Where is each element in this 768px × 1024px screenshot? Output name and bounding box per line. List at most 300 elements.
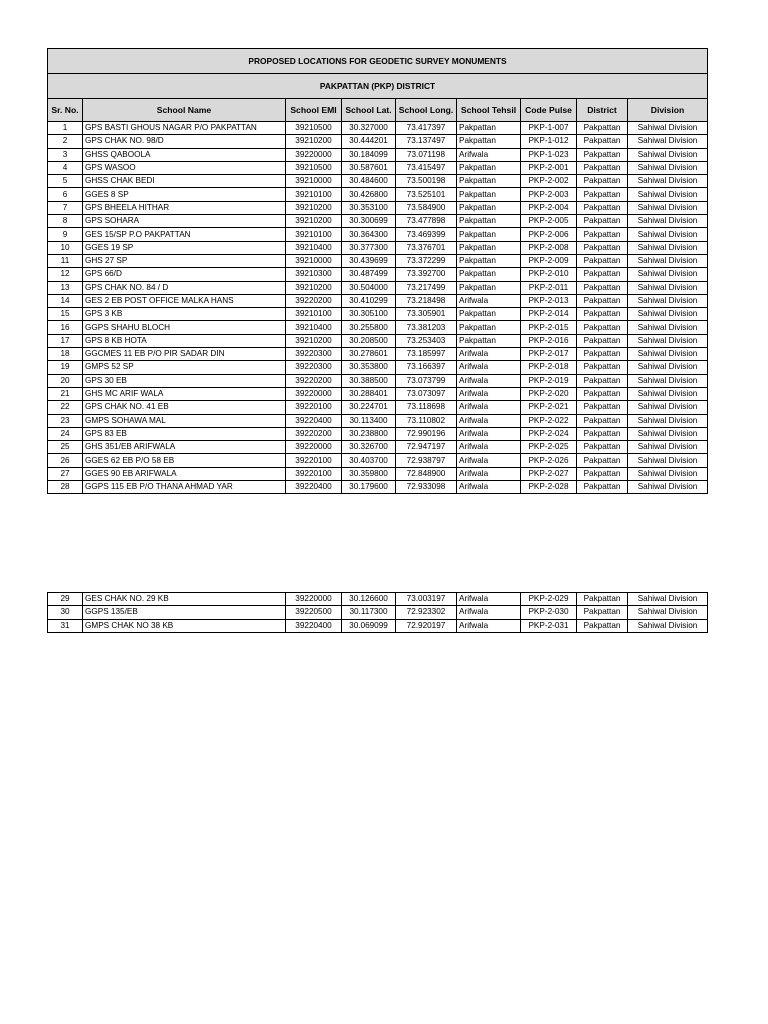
school-long-cell: 73.073097: [396, 387, 457, 400]
sr-no-cell: 23: [48, 414, 83, 427]
school-name-cell: GES CHAK NO. 29 KB: [83, 593, 286, 606]
code-pulse-cell: PKP-2-013: [521, 294, 577, 307]
district-cell: Pakpattan: [577, 441, 628, 454]
sr-no-cell: 5: [48, 175, 83, 188]
code-pulse-cell: PKP-2-029: [521, 593, 577, 606]
sr-no-cell: 15: [48, 308, 83, 321]
school-long-cell: 73.110802: [396, 414, 457, 427]
sr-no-cell: 29: [48, 593, 83, 606]
school-long-cell: 73.376701: [396, 241, 457, 254]
school-name-cell: GPS CHAK NO. 41 EB: [83, 401, 286, 414]
school-emi-cell: 39210100: [286, 308, 342, 321]
school-long-cell: 72.923302: [396, 606, 457, 619]
school-tehsil-cell: Pakpattan: [457, 201, 521, 214]
district-cell: Pakpattan: [577, 161, 628, 174]
code-pulse-cell: PKP-2-006: [521, 228, 577, 241]
division-cell: Sahiwal Division: [628, 467, 708, 480]
district-cell: Pakpattan: [577, 281, 628, 294]
school-tehsil-cell: Arifwala: [457, 606, 521, 619]
school-emi-cell: 39210000: [286, 254, 342, 267]
sr-no-cell: 31: [48, 619, 83, 632]
table-row: [48, 321, 708, 334]
school-long-cell: 73.166397: [396, 361, 457, 374]
school-tehsil-cell: Pakpattan: [457, 281, 521, 294]
table-row: [48, 593, 708, 606]
code-pulse-cell: PKP-2-010: [521, 268, 577, 281]
school-tehsil-cell: Pakpattan: [457, 268, 521, 281]
school-name-cell: GMPS CHAK NO 38 KB: [83, 619, 286, 632]
school-name-cell: GGES 62 EB P/O 58 EB: [83, 454, 286, 467]
school-name-cell: GPS CHAK NO. 84 / D: [83, 281, 286, 294]
school-tehsil-cell: Pakpattan: [457, 334, 521, 347]
school-name-cell: GES 15/SP P.O PAKPATTAN: [83, 228, 286, 241]
school-lat-cell: 30.224701: [342, 401, 396, 414]
school-emi-cell: 39220200: [286, 374, 342, 387]
school-lat-cell: 30.255800: [342, 321, 396, 334]
district-cell: Pakpattan: [577, 175, 628, 188]
district-cell: Pakpattan: [577, 593, 628, 606]
district-cell: Pakpattan: [577, 348, 628, 361]
division-cell: Sahiwal Division: [628, 308, 708, 321]
sr-no-cell: 14: [48, 294, 83, 307]
table-row: [48, 148, 708, 161]
school-lat-cell: 30.504000: [342, 281, 396, 294]
sr-no-cell: 20: [48, 374, 83, 387]
school-name-cell: GHS MC ARIF WALA: [83, 387, 286, 400]
school-long-cell: 72.990196: [396, 427, 457, 440]
code-pulse-cell: PKP-2-003: [521, 188, 577, 201]
division-cell: Sahiwal Division: [628, 254, 708, 267]
school-long-cell: 73.305901: [396, 308, 457, 321]
school-lat-cell: 30.487499: [342, 268, 396, 281]
district-cell: Pakpattan: [577, 308, 628, 321]
sr-no-cell: 2: [48, 135, 83, 148]
district-title: PAKPATTAN (PKP) DISTRICT: [48, 74, 708, 99]
sr-no-cell: 6: [48, 188, 83, 201]
school-tehsil-cell: Arifwala: [457, 619, 521, 632]
school-name-cell: GMPS SOHAWA MAL: [83, 414, 286, 427]
school-lat-cell: 30.113400: [342, 414, 396, 427]
sr-no-cell: 16: [48, 321, 83, 334]
division-cell: Sahiwal Division: [628, 441, 708, 454]
table-row: [48, 441, 708, 454]
school-lat-cell: 30.300699: [342, 215, 396, 228]
school-emi-cell: 39220300: [286, 348, 342, 361]
school-lat-cell: 30.238800: [342, 427, 396, 440]
division-cell: Sahiwal Division: [628, 122, 708, 135]
school-long-cell: 73.071198: [396, 148, 457, 161]
district-cell: Pakpattan: [577, 148, 628, 161]
school-name-cell: GGPS 135/EB: [83, 606, 286, 619]
sr-no-cell: 22: [48, 401, 83, 414]
school-name-cell: GPS BHEELA HITHAR: [83, 201, 286, 214]
table-row: [48, 454, 708, 467]
division-cell: Sahiwal Division: [628, 348, 708, 361]
school-tehsil-cell: Arifwala: [457, 414, 521, 427]
school-lat-cell: 30.410299: [342, 294, 396, 307]
table-row: [48, 175, 708, 188]
sr-no-cell: 27: [48, 467, 83, 480]
division-cell: Sahiwal Division: [628, 188, 708, 201]
district-cell: Pakpattan: [577, 361, 628, 374]
sr-no-cell: 3: [48, 148, 83, 161]
division-cell: Sahiwal Division: [628, 161, 708, 174]
school-emi-cell: 39210100: [286, 188, 342, 201]
table-row: [48, 122, 708, 135]
sr-no-cell: 25: [48, 441, 83, 454]
school-emi-cell: 39210000: [286, 175, 342, 188]
table-row: [48, 188, 708, 201]
code-pulse-cell: PKP-2-001: [521, 161, 577, 174]
col-header-school-tehsil: School Tehsil: [457, 99, 521, 122]
table-row: [48, 308, 708, 321]
table-row: [48, 606, 708, 619]
sr-no-cell: 28: [48, 481, 83, 494]
division-cell: Sahiwal Division: [628, 401, 708, 414]
school-emi-cell: 39210500: [286, 122, 342, 135]
survey-table-part2: [47, 592, 707, 633]
school-tehsil-cell: Pakpattan: [457, 161, 521, 174]
district-cell: Pakpattan: [577, 414, 628, 427]
division-cell: Sahiwal Division: [628, 215, 708, 228]
table-row: [48, 254, 708, 267]
school-emi-cell: 39220000: [286, 441, 342, 454]
school-long-cell: 73.415497: [396, 161, 457, 174]
division-cell: Sahiwal Division: [628, 481, 708, 494]
district-cell: Pakpattan: [577, 254, 628, 267]
school-name-cell: GPS 30 EB: [83, 374, 286, 387]
school-name-cell: GPS SOHARA: [83, 215, 286, 228]
survey-table: [47, 48, 708, 494]
district-cell: Pakpattan: [577, 481, 628, 494]
school-lat-cell: 30.184099: [342, 148, 396, 161]
division-cell: Sahiwal Division: [628, 228, 708, 241]
table-row: [48, 387, 708, 400]
school-name-cell: GMPS 52 SP: [83, 361, 286, 374]
district-cell: Pakpattan: [577, 268, 628, 281]
col-header-code-pulse: Code Pulse: [521, 99, 577, 122]
school-lat-cell: 30.377300: [342, 241, 396, 254]
table-row: [48, 241, 708, 254]
table-row: [48, 427, 708, 440]
division-cell: Sahiwal Division: [628, 201, 708, 214]
school-lat-cell: 30.587601: [342, 161, 396, 174]
school-lat-cell: 30.353800: [342, 361, 396, 374]
district-cell: Pakpattan: [577, 294, 628, 307]
school-long-cell: 73.118698: [396, 401, 457, 414]
table-row: [48, 348, 708, 361]
division-cell: Sahiwal Division: [628, 361, 708, 374]
school-name-cell: GPS 8 KB HOTA: [83, 334, 286, 347]
school-long-cell: 73.469399: [396, 228, 457, 241]
school-tehsil-cell: Arifwala: [457, 374, 521, 387]
col-header-school-name: School Name: [83, 99, 286, 122]
school-name-cell: GHS 27 SP: [83, 254, 286, 267]
school-lat-cell: 30.117300: [342, 606, 396, 619]
district-cell: Pakpattan: [577, 374, 628, 387]
school-emi-cell: 39220400: [286, 619, 342, 632]
district-cell: Pakpattan: [577, 215, 628, 228]
school-emi-cell: 39210200: [286, 201, 342, 214]
school-lat-cell: 30.426800: [342, 188, 396, 201]
table-row: [48, 334, 708, 347]
code-pulse-cell: PKP-1-023: [521, 148, 577, 161]
school-lat-cell: 30.359800: [342, 467, 396, 480]
sr-no-cell: 8: [48, 215, 83, 228]
division-cell: Sahiwal Division: [628, 148, 708, 161]
school-lat-cell: 30.278601: [342, 348, 396, 361]
school-tehsil-cell: Arifwala: [457, 348, 521, 361]
school-long-cell: 73.185997: [396, 348, 457, 361]
school-emi-cell: 39220000: [286, 387, 342, 400]
school-emi-cell: 39210200: [286, 281, 342, 294]
school-tehsil-cell: Pakpattan: [457, 175, 521, 188]
col-header-school-emi: School EMI: [286, 99, 342, 122]
school-tehsil-cell: Arifwala: [457, 593, 521, 606]
code-pulse-cell: PKP-2-031: [521, 619, 577, 632]
code-pulse-cell: PKP-2-024: [521, 427, 577, 440]
sr-no-cell: 11: [48, 254, 83, 267]
table-row: [48, 481, 708, 494]
table-row: [48, 201, 708, 214]
division-cell: Sahiwal Division: [628, 294, 708, 307]
sr-no-cell: 10: [48, 241, 83, 254]
school-lat-cell: 30.179600: [342, 481, 396, 494]
col-header-sr-no: Sr. No.: [48, 99, 83, 122]
division-cell: Sahiwal Division: [628, 593, 708, 606]
school-lat-cell: 30.208500: [342, 334, 396, 347]
sheet-title: PROPOSED LOCATIONS FOR GEODETIC SURVEY MONUMENTS: [48, 49, 708, 74]
code-pulse-cell: PKP-2-011: [521, 281, 577, 294]
division-cell: Sahiwal Division: [628, 268, 708, 281]
division-cell: Sahiwal Division: [628, 175, 708, 188]
school-emi-cell: 39220300: [286, 361, 342, 374]
school-name-cell: GHS 351/EB ARIFWALA: [83, 441, 286, 454]
table-row: [48, 135, 708, 148]
sr-no-cell: 12: [48, 268, 83, 281]
school-name-cell: GGPS 115 EB P/O THANA AHMAD YAR: [83, 481, 286, 494]
sr-no-cell: 30: [48, 606, 83, 619]
school-lat-cell: 30.364300: [342, 228, 396, 241]
table-row: [48, 161, 708, 174]
division-cell: Sahiwal Division: [628, 454, 708, 467]
school-long-cell: 72.920197: [396, 619, 457, 632]
school-lat-cell: 30.327000: [342, 122, 396, 135]
school-name-cell: GPS 3 KB: [83, 308, 286, 321]
school-emi-cell: 39210200: [286, 215, 342, 228]
code-pulse-cell: PKP-2-017: [521, 348, 577, 361]
school-emi-cell: 39210100: [286, 228, 342, 241]
district-cell: Pakpattan: [577, 321, 628, 334]
col-header-district: District: [577, 99, 628, 122]
school-long-cell: 73.584900: [396, 201, 457, 214]
district-cell: Pakpattan: [577, 427, 628, 440]
district-cell: Pakpattan: [577, 387, 628, 400]
school-tehsil-cell: Arifwala: [457, 427, 521, 440]
school-tehsil-cell: Arifwala: [457, 454, 521, 467]
school-tehsil-cell: Arifwala: [457, 148, 521, 161]
school-emi-cell: 39210400: [286, 321, 342, 334]
school-emi-cell: 39210300: [286, 268, 342, 281]
school-long-cell: 72.848900: [396, 467, 457, 480]
code-pulse-cell: PKP-2-002: [521, 175, 577, 188]
division-cell: Sahiwal Division: [628, 606, 708, 619]
school-name-cell: GHSS QABOOLA: [83, 148, 286, 161]
district-cell: Pakpattan: [577, 241, 628, 254]
school-name-cell: GPS CHAK NO. 98/D: [83, 135, 286, 148]
code-pulse-cell: PKP-2-028: [521, 481, 577, 494]
sr-no-cell: 9: [48, 228, 83, 241]
school-lat-cell: 30.069099: [342, 619, 396, 632]
school-lat-cell: 30.326700: [342, 441, 396, 454]
sr-no-cell: 7: [48, 201, 83, 214]
sr-no-cell: 13: [48, 281, 83, 294]
school-long-cell: 73.003197: [396, 593, 457, 606]
division-cell: Sahiwal Division: [628, 241, 708, 254]
school-long-cell: 72.933098: [396, 481, 457, 494]
sr-no-cell: 19: [48, 361, 83, 374]
code-pulse-cell: PKP-2-021: [521, 401, 577, 414]
school-long-cell: 73.073799: [396, 374, 457, 387]
code-pulse-cell: PKP-2-009: [521, 254, 577, 267]
school-lat-cell: 30.403700: [342, 454, 396, 467]
code-pulse-cell: PKP-2-025: [521, 441, 577, 454]
col-header-division: Division: [628, 99, 708, 122]
school-lat-cell: 30.305100: [342, 308, 396, 321]
code-pulse-cell: PKP-2-020: [521, 387, 577, 400]
school-name-cell: GGES 8 SP: [83, 188, 286, 201]
school-name-cell: GHSS CHAK BEDI: [83, 175, 286, 188]
table-row: [48, 401, 708, 414]
table-row: [48, 467, 708, 480]
col-header-school-lat: School Lat.: [342, 99, 396, 122]
school-long-cell: 73.500198: [396, 175, 457, 188]
district-cell: Pakpattan: [577, 454, 628, 467]
survey-table-part1: [47, 48, 707, 494]
code-pulse-cell: PKP-2-015: [521, 321, 577, 334]
school-emi-cell: 39210200: [286, 334, 342, 347]
school-tehsil-cell: Pakpattan: [457, 188, 521, 201]
code-pulse-cell: PKP-1-012: [521, 135, 577, 148]
district-cell: Pakpattan: [577, 122, 628, 135]
table-row: [48, 215, 708, 228]
school-long-cell: 73.392700: [396, 268, 457, 281]
school-name-cell: GPS WASOO: [83, 161, 286, 174]
school-tehsil-cell: Pakpattan: [457, 122, 521, 135]
district-cell: Pakpattan: [577, 201, 628, 214]
school-lat-cell: 30.353100: [342, 201, 396, 214]
district-cell: Pakpattan: [577, 188, 628, 201]
school-lat-cell: 30.444201: [342, 135, 396, 148]
table-row: [48, 361, 708, 374]
school-long-cell: 72.947197: [396, 441, 457, 454]
division-cell: Sahiwal Division: [628, 427, 708, 440]
school-emi-cell: 39220000: [286, 148, 342, 161]
code-pulse-cell: PKP-2-019: [521, 374, 577, 387]
school-tehsil-cell: Arifwala: [457, 467, 521, 480]
code-pulse-cell: PKP-2-027: [521, 467, 577, 480]
division-cell: Sahiwal Division: [628, 334, 708, 347]
district-cell: Pakpattan: [577, 135, 628, 148]
school-tehsil-cell: Pakpattan: [457, 254, 521, 267]
sr-no-cell: 24: [48, 427, 83, 440]
school-tehsil-cell: Pakpattan: [457, 135, 521, 148]
school-name-cell: GPS 66/D: [83, 268, 286, 281]
district-cell: Pakpattan: [577, 467, 628, 480]
table-row: [48, 414, 708, 427]
col-header-school-long: School Long.: [396, 99, 457, 122]
district-cell: Pakpattan: [577, 619, 628, 632]
school-name-cell: GGES 19 SP: [83, 241, 286, 254]
division-cell: Sahiwal Division: [628, 414, 708, 427]
school-long-cell: 73.253403: [396, 334, 457, 347]
school-lat-cell: 30.126600: [342, 593, 396, 606]
school-emi-cell: 39220400: [286, 414, 342, 427]
school-tehsil-cell: Arifwala: [457, 401, 521, 414]
school-tehsil-cell: Pakpattan: [457, 228, 521, 241]
table-row: [48, 619, 708, 632]
school-emi-cell: 39220000: [286, 593, 342, 606]
district-cell: Pakpattan: [577, 606, 628, 619]
code-pulse-cell: PKP-2-030: [521, 606, 577, 619]
code-pulse-cell: PKP-2-008: [521, 241, 577, 254]
school-name-cell: GGES 90 EB ARIFWALA: [83, 467, 286, 480]
sr-no-cell: 4: [48, 161, 83, 174]
survey-table-continued: [47, 592, 708, 633]
school-tehsil-cell: Pakpattan: [457, 321, 521, 334]
school-tehsil-cell: Pakpattan: [457, 241, 521, 254]
sr-no-cell: 21: [48, 387, 83, 400]
school-tehsil-cell: Arifwala: [457, 441, 521, 454]
code-pulse-cell: PKP-2-014: [521, 308, 577, 321]
district-cell: Pakpattan: [577, 228, 628, 241]
division-cell: Sahiwal Division: [628, 281, 708, 294]
school-long-cell: 73.217499: [396, 281, 457, 294]
code-pulse-cell: PKP-2-026: [521, 454, 577, 467]
school-emi-cell: 39220100: [286, 401, 342, 414]
table-row: [48, 281, 708, 294]
sr-no-cell: 17: [48, 334, 83, 347]
school-tehsil-cell: Arifwala: [457, 361, 521, 374]
table-row: [48, 268, 708, 281]
school-emi-cell: 39210500: [286, 161, 342, 174]
school-tehsil-cell: Pakpattan: [457, 215, 521, 228]
school-long-cell: 73.417397: [396, 122, 457, 135]
school-tehsil-cell: Arifwala: [457, 387, 521, 400]
school-long-cell: 73.381203: [396, 321, 457, 334]
school-tehsil-cell: Arifwala: [457, 294, 521, 307]
division-cell: Sahiwal Division: [628, 619, 708, 632]
school-name-cell: GPS 83 EB: [83, 427, 286, 440]
school-name-cell: GES 2 EB POST OFFICE MALKA HANS: [83, 294, 286, 307]
school-name-cell: GPS BASTI GHOUS NAGAR P/O PAKPATTAN: [83, 122, 286, 135]
school-long-cell: 72.938797: [396, 454, 457, 467]
code-pulse-cell: PKP-2-005: [521, 215, 577, 228]
school-long-cell: 73.525101: [396, 188, 457, 201]
school-tehsil-cell: Arifwala: [457, 481, 521, 494]
district-cell: Pakpattan: [577, 401, 628, 414]
table-row: [48, 294, 708, 307]
division-cell: Sahiwal Division: [628, 135, 708, 148]
school-long-cell: 73.372299: [396, 254, 457, 267]
table-row: [48, 228, 708, 241]
school-emi-cell: 39220100: [286, 454, 342, 467]
school-lat-cell: 30.288401: [342, 387, 396, 400]
school-emi-cell: 39220500: [286, 606, 342, 619]
school-lat-cell: 30.484600: [342, 175, 396, 188]
sr-no-cell: 1: [48, 122, 83, 135]
district-cell: Pakpattan: [577, 334, 628, 347]
